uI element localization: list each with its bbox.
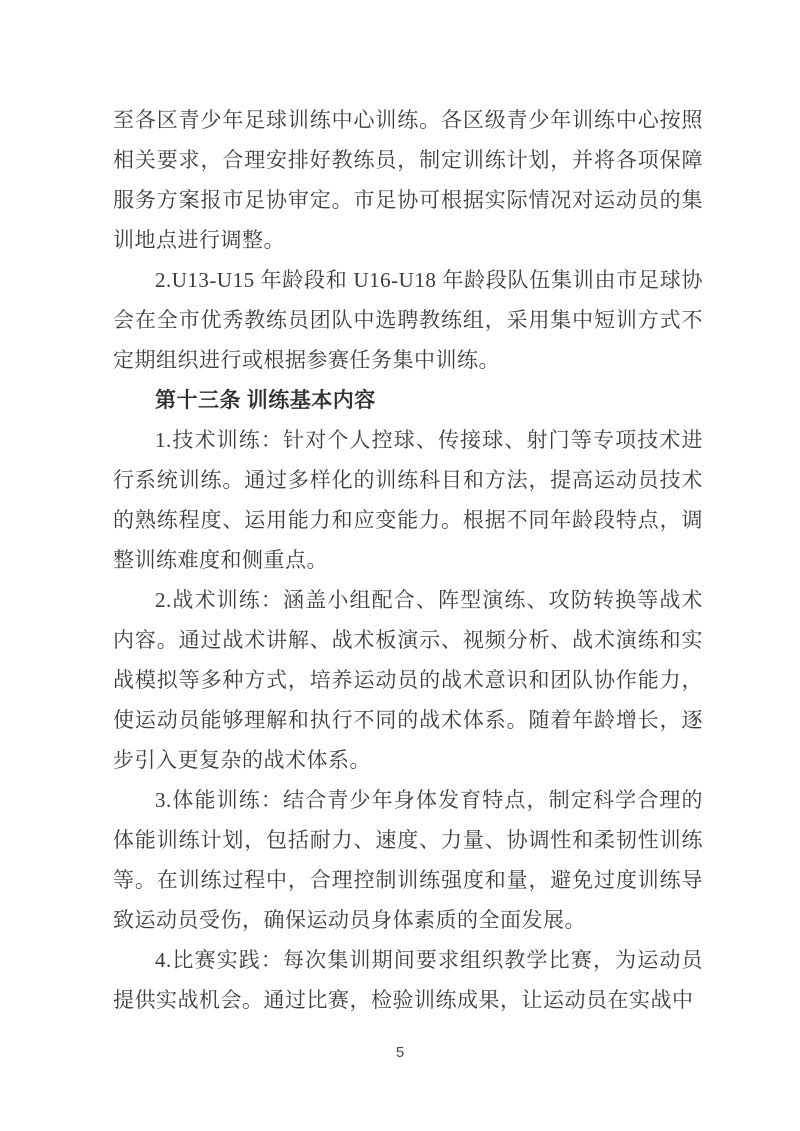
paragraph-physical-training: 3.体能训练：结合青少年身体发育特点，制定科学合理的体能训练计划，包括耐力、速度、力量、协调性和柔韧性训练等。在训练过程中，合理控制训练强度和量，避免过度训练导致运动员受伤，确保运动员身体素质的全面发展。 [113, 788, 703, 932]
page-number: 5 [395, 1044, 405, 1061]
paragraph-continuation: 至各区青少年足球训练中心训练。各区级青少年训练中心按照相关要求，合理安排好教练员，制定训练计划，并将各项保障服务方案报市足协审定。市足协可根据实际情况对运动员的集训地点进行调整。 [113, 108, 703, 252]
paragraph-technical-training: 1.技术训练：针对个人控球、传接球、射门等专项技术进行系统训练。通过多样化的训练科目和方法，提高运动员技术的熟练程度、运用能力和应变能力。根据不同年龄段特点，调整训练难度和侧重点。 [113, 428, 703, 572]
paragraph-tactical-training: 2.战术训练：涵盖小组配合、阵型演练、攻防转换等战术内容。通过战术讲解、战术板演示、视频分析、战术演练和实战模拟等多种方式，培养运动员的战术意识和团队协作能力，使运动员能够理解和执行不同的战术体系。随着年龄增长，逐步引入更复杂的战术体系。 [113, 588, 703, 772]
paragraph-match-practice: 4.比赛实践：每次集训期间要求组织教学比赛，为运动员提供实战机会。通过比赛，检验训练成果，让运动员在实战中 [113, 948, 703, 1012]
document-body [113, 100, 703, 1020]
section-heading-article-13: 第十三条 训练基本内容 [155, 388, 376, 412]
paragraph-numbered-item-2: 2.U13-U15 年龄段和 U16-U18 年龄段队伍集训由市足球协会在全市优秀教练员团队中选聘教练组，采用集中短训方式不定期组织进行或根据参赛任务集中训练。 [113, 268, 703, 372]
